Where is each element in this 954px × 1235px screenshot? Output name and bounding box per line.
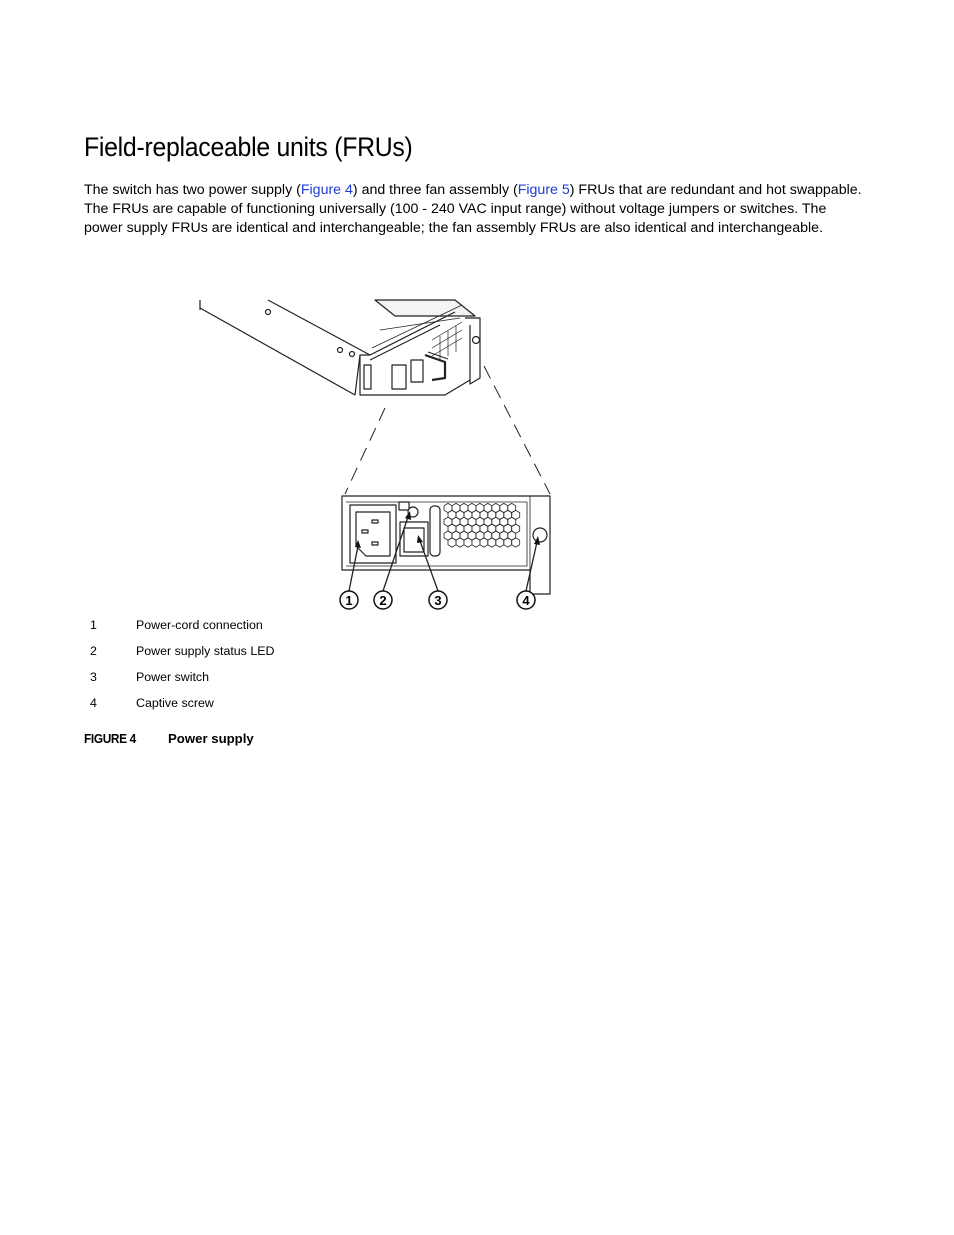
svg-text:4: 4 <box>522 593 530 608</box>
callout-3 <box>429 591 447 609</box>
power-supply-illustration <box>190 292 570 614</box>
projection-lines <box>345 366 550 494</box>
svg-text:3: 3 <box>434 593 442 608</box>
callout-4 <box>517 591 535 609</box>
intro-paragraph <box>84 181 864 238</box>
figure-5-link[interactable]: Figure 5 <box>517 182 570 198</box>
callouts <box>340 591 535 609</box>
intro-text-1: The switch has two power supply ( <box>84 182 301 198</box>
figure-caption <box>84 731 254 746</box>
isometric-power-supply <box>200 300 480 395</box>
intro-text-2: ) and three fan assembly ( <box>352 182 518 198</box>
figure-number: FIGURE 4 <box>84 731 136 746</box>
page-title: Field-replaceable units (FRUs) <box>84 132 413 162</box>
callout-2 <box>374 591 392 609</box>
intro-text-3: ) FRUs that are redundant and hot swappable. The FRUs are capable of functioning universally (100 - 240 VAC input range) without voltage jumpers or switches. The power supply FRUs are identical and interchangeable; the fan assembly FRUs are also identical and interchangeable. <box>84 182 862 236</box>
svg-text:1: 1 <box>345 593 353 608</box>
callout-1 <box>340 591 358 609</box>
captive-screw <box>533 528 547 542</box>
figure-title: Power supply <box>168 731 254 746</box>
figure-4-link[interactable]: Figure 4 <box>300 182 353 198</box>
svg-text:2: 2 <box>379 593 387 608</box>
